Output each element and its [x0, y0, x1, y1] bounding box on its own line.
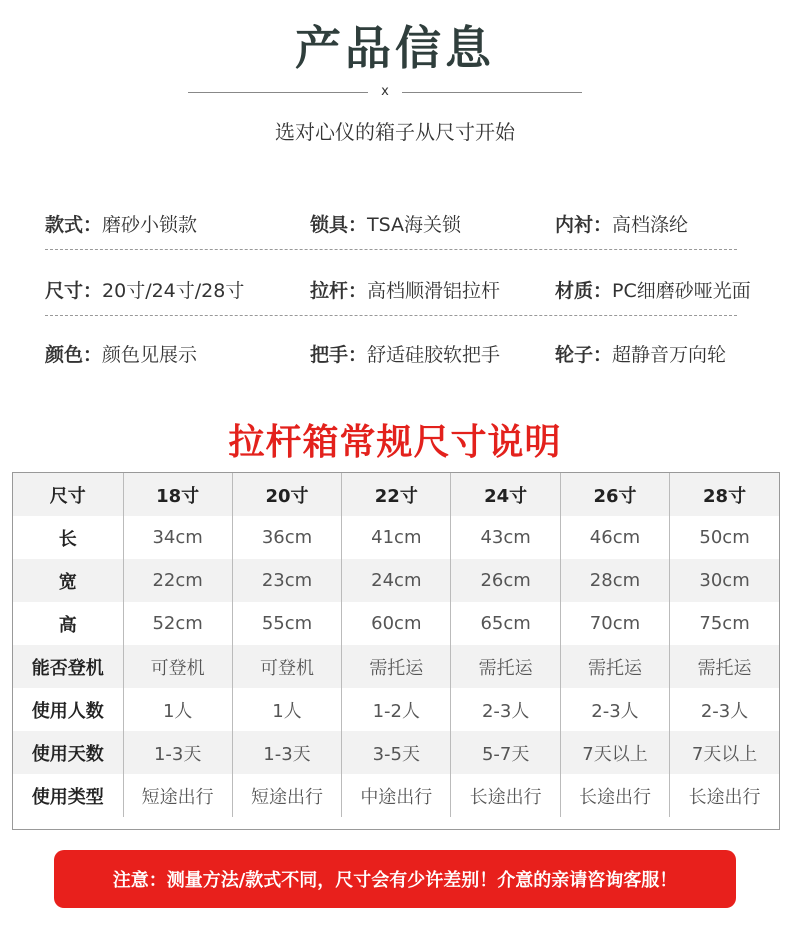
table-cell: 26cm [451, 559, 560, 602]
table-cell: 7天以上 [670, 731, 779, 774]
table-cell: 30cm [670, 559, 779, 602]
notice-banner: 注意：测量方法/款式不同，尺寸会有少许差别！介意的亲请咨询客服！ [54, 850, 736, 908]
table-row-label: 高 [13, 602, 123, 645]
table-cell: 1-3天 [123, 731, 232, 774]
spec-lining [555, 210, 688, 237]
table-cell: 需托运 [560, 645, 669, 688]
table-header-row [13, 473, 779, 516]
spec-value: 高档涤纶 [612, 214, 689, 236]
spec-key: 锁具： [310, 214, 368, 236]
table-header-cell: 24寸 [451, 473, 560, 516]
table-cell: 22cm [123, 559, 232, 602]
spec-value: 20寸/24寸/28寸 [102, 280, 245, 302]
spec-size [45, 276, 244, 303]
table-cell: 需托运 [342, 645, 451, 688]
spec-material [555, 276, 751, 303]
table-cell: 长途出行 [560, 774, 669, 817]
spec-key: 颜色： [45, 344, 103, 366]
table-row-label: 宽 [13, 559, 123, 602]
spec-value: 高档顺滑铝拉杆 [367, 280, 501, 302]
table-cell: 需托运 [451, 645, 560, 688]
page-subtitle: 选对心仪的箱子从尺寸开始 [275, 120, 515, 144]
spec-value: PC细磨砂哑光面 [612, 280, 751, 302]
table-cell: 70cm [560, 602, 669, 645]
dashed-separator [45, 249, 737, 250]
table-cell: 28cm [560, 559, 669, 602]
spec-key: 材质： [555, 280, 613, 302]
table-cell: 1人 [232, 688, 341, 731]
table-cell: 50cm [670, 516, 779, 559]
table-cell: 2-3人 [670, 688, 779, 731]
table-row [13, 602, 779, 645]
table-cell: 46cm [560, 516, 669, 559]
spec-lock [310, 210, 461, 237]
divider-line-right [402, 92, 582, 93]
table-cell: 52cm [123, 602, 232, 645]
spec-grip [310, 340, 500, 367]
table-cell: 36cm [232, 516, 341, 559]
spec-key: 款式： [45, 214, 103, 236]
table-row [13, 731, 779, 774]
spec-row [45, 276, 751, 316]
spec-style [45, 210, 197, 237]
table-cell: 1人 [123, 688, 232, 731]
table-cell: 23cm [232, 559, 341, 602]
divider-mark: x [381, 84, 389, 99]
table-row-label: 使用类型 [13, 774, 123, 817]
table-cell: 65cm [451, 602, 560, 645]
spec-row [45, 210, 745, 250]
table-header-cell: 尺寸 [13, 473, 123, 516]
table-row [13, 774, 779, 817]
dashed-separator [45, 315, 737, 316]
table-cell: 2-3人 [560, 688, 669, 731]
spec-key: 把手： [310, 344, 368, 366]
spec-value: 颜色见展示 [102, 344, 198, 366]
table-cell: 5-7天 [451, 731, 560, 774]
table-cell: 60cm [342, 602, 451, 645]
table-header-cell: 26寸 [560, 473, 669, 516]
spec-color [45, 340, 197, 367]
table-cell: 41cm [342, 516, 451, 559]
spec-key: 尺寸： [45, 280, 103, 302]
table-header-cell: 28寸 [670, 473, 779, 516]
spec-value: 舒适硅胶软把手 [367, 344, 501, 366]
title-divider [188, 84, 582, 102]
table-row [13, 645, 779, 688]
table-cell: 7天以上 [560, 731, 669, 774]
table-cell: 34cm [123, 516, 232, 559]
table-cell: 3-5天 [342, 731, 451, 774]
table-row [13, 516, 779, 559]
spec-value: 超静音万向轮 [612, 344, 727, 366]
spec-row [45, 340, 745, 380]
spec-wheels [555, 340, 726, 367]
table-cell: 可登机 [232, 645, 341, 688]
spec-key: 拉杆： [310, 280, 368, 302]
table-row-label: 能否登机 [13, 645, 123, 688]
table-header-cell: 22寸 [342, 473, 451, 516]
spec-value: TSA海关锁 [367, 214, 462, 236]
table-row [13, 559, 779, 602]
table-cell: 1-2人 [342, 688, 451, 731]
table-cell: 55cm [232, 602, 341, 645]
spec-key: 内衬： [555, 214, 613, 236]
table-cell: 短途出行 [232, 774, 341, 817]
page-title: 产品信息 [295, 21, 495, 75]
table-cell: 长途出行 [670, 774, 779, 817]
table-cell: 短途出行 [123, 774, 232, 817]
table-cell: 24cm [342, 559, 451, 602]
table-cell: 可登机 [123, 645, 232, 688]
table-cell: 中途出行 [342, 774, 451, 817]
spec-key: 轮子： [555, 344, 613, 366]
table-header-cell: 20寸 [232, 473, 341, 516]
table-cell: 1-3天 [232, 731, 341, 774]
spec-value: 磨砂小锁款 [102, 214, 198, 236]
table-row [13, 688, 779, 731]
table-cell: 75cm [670, 602, 779, 645]
table-cell: 需托运 [670, 645, 779, 688]
table-cell: 43cm [451, 516, 560, 559]
table-cell: 长途出行 [451, 774, 560, 817]
spec-handle-bar [310, 276, 500, 303]
table-row-label: 使用天数 [13, 731, 123, 774]
table-cell: 2-3人 [451, 688, 560, 731]
table-row-label: 使用人数 [13, 688, 123, 731]
table-header-cell: 18寸 [123, 473, 232, 516]
size-section-title: 拉杆箱常规尺寸说明 [228, 422, 562, 463]
size-table [13, 473, 779, 817]
table-row-label: 长 [13, 516, 123, 559]
